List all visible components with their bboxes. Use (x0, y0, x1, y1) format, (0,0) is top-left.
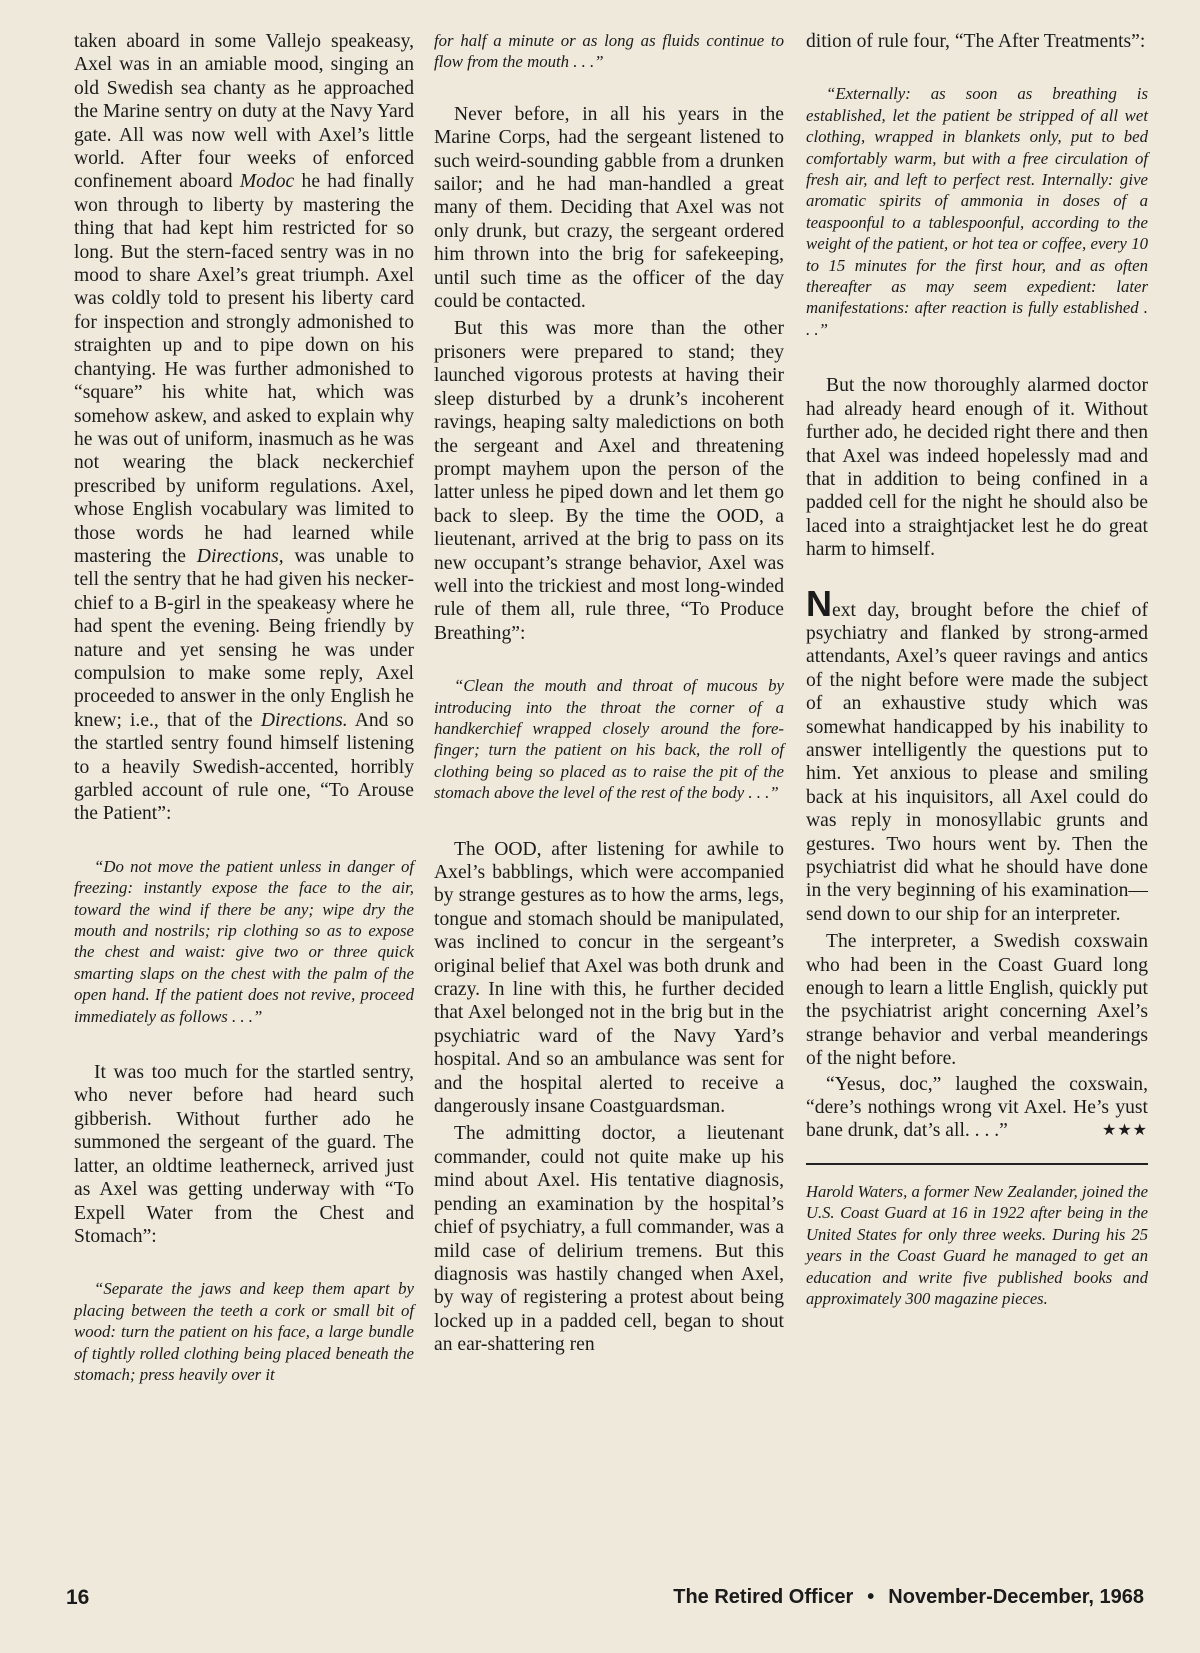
paragraph: But this was more than the other prisoners were prepared to stand; they launched vigorous protests at having their sleep disturbed by a drunk’s incoherent ravings, heaping salty maledictions on both the sergeant and Axel and threatening prompt mayhem upon the person of the latter unless he piped down and let them go back to sleep. By the time the OOD, a lieutenant, arrived at the brig to pass on its new occupant’s strange behavior, Axel was well into the trickiest and most long-winded rule of them all, rule three, “To Produce Breathing”: (434, 318, 784, 644)
paragraph: Next day, brought before the chief of psychiatry and flanked by strong-armed attendants, Axel’s queer ravings and antics of the night before were made the subject of an exhaustive study which was somewhat handicapped by his inability to answer intelligently the questions put to him. Yet anxious to please and smiling back at his inquisitors, all Axel could do was reply in monosyllabic grunts and gestures. Two hours went by. Then the psychiatrist did what he should have done in the very beginning of his examination—send down to our ship for an interpreter. (806, 582, 1148, 925)
author-bio: Harold Waters, a former New Zealander, joined the U.S. Coast Guard at 16 in 1922 after being in the United States for only three weeks. During his 25 years in the Coast Guard he managed to get an education and write five published books and approximately 300 magazine pieces. (806, 1181, 1148, 1309)
quote-rule-three: “Clean the mouth and throat of mucous by introducing into the throat the corner of a handkerchief wrapped closely around the fore-finger; turn the patient on his back, the roll of clothing being so placed as to raise the pit of the stomach above the level of the rest of the body . . .” (434, 676, 784, 803)
ship-name: Modoc (239, 171, 295, 193)
quote-rule-two: “Separate the jaws and keep them apart by placing between the teeth a cork or small bit of wood: turn the patient on his face, a large bundle of tightly rolled clothing being placed beneath the stomach; press heavily over it (74, 1279, 414, 1384)
paragraph: The OOD, after listening for awhile to Axel’s babblings, which were accompanied by strange gestures as to how the arms, legs, tongue and stomach should be manipulated, was inclined to concur in the sergeant’s original belief that Axel was both drunk and crazy. In line with this, he further decided that Axel belonged not in the brig but in the psychiatric ward of the Navy Yard’s hospital. And so an ambulance was sent for and the hospital alerted to receive a dangerously insane Coastguardsman. (434, 838, 784, 1118)
paragraph: The interpreter, a Swedish coxswain who had been in the Coast Guard long enough to learn a little English, quickly put the psychiatrist aright concerning Axel’s strange behavior and verbal meanderings of the night before. (806, 931, 1148, 1070)
directions-title: Directions, (196, 545, 284, 567)
end-stars: ★★★ (1101, 1122, 1148, 1140)
paragraph: taken aboard in some Vallejo speakeasy, Axel was in an amiable mood, singing an old Swedish sea chanty as he approached the Marine sentry on duty at the Navy Yard gate. All was now well with Axel’s little world. After four weeks of enforced confinement aboard Modoc he had finally won through to liberty by mastering the thing that had kept him restricted for so long. But the stern-faced sentry was in no mood to share Axel’s great triumph. Axel was coldly told to present his liberty card for inspection and strongly admonished to straighten up and to pipe down on his chantying. He was further admonished to “square” his white hat, which was somehow askew, and asked to explain why he was out of uniform, inasmuch as he was not wearing the black neckerchief prescribed by uniform regulations. Axel, whose English vocabulary was limited to those words he had learned while mastering the Directions, was unable to tell the sentry that he had given his neckerchief to a B-girl in the speakeasy where he had spent the evening. Being friendly by nature and yet sensing he was under compulsion to make some reply, Axel proceeded to answer in the only English he knew; i.e., that of the Directions. And so the startled sentry found himself listening to a heavily Swedish-accented, horribly garbled account of rule one, “To Arouse the Patient”: (74, 31, 414, 825)
publication-line (673, 1586, 1144, 1609)
paragraph: The admitting doctor, a lieutenant commander, could not quite make up his mind about Axel. His tentative diagnosis, pending an examination by the hospital’s chief of psychiatry, a full commander, was a mild case of delirium tremens. But this diagnosis was hastily changed when Axel, by way of registering a protest about being locked up in a padded cell, began to shout an ear-shattering ren (434, 1123, 784, 1356)
column-3 (806, 30, 1148, 1310)
quote-rule-two-continued: for half a minute or as long as fluids continue to flow from the mouth . . .” (434, 31, 784, 72)
drop-cap: N (806, 582, 832, 624)
bullet-separator: • (867, 1586, 875, 1608)
paragraph: Never before, in all his years in the Marine Corps, had the sergeant listened to such weird-sounding gabble from a drunken sailor; and he had man-handled a great many of them. Deciding that Axel was not only drunk, but crazy, the sergeant ordered him thrown into the brig for safekeeping, until such time as the officer of the day could be contacted. (434, 103, 784, 313)
paragraph: It was too much for the startled sentry, who never before had heard such gibberish. Without further ado he summoned the sergeant of the guard. The latter, an oldtime leatherneck, arrived just as Axel was getting underway with “To Expell Water from the Chest and Stomach”: (74, 1062, 414, 1247)
quote-rule-four: “Externally: as soon as breathing is established, let the patient be stripped of all wet clothing, wrapped in blankets only, put to bed comfortably warm, but with a free circulation of fresh air, and left to perfect rest. Internally: give aromatic spirits of ammonia in doses of a teaspoonful to a tablespoonful, according to the weight of the patient, or hot tea or coffee, every 10 to 15 minutes for the first hour, and as often thereafter as may seem expedient: later manifestations: after reaction is fully established . . .” (806, 84, 1148, 339)
quote-rule-one: “Do not move the patient unless in danger of freezing: instantly expose the face to the air, toward the wind if there be any; wipe dry the mouth and nostrils; rip clothing so as to expose the chest and waist: give two or three quick smarting slaps on the chest with the palm of the open hand. If the patient does not revive, proceed immediately as follows . . .” (74, 856, 414, 1026)
column-1 (74, 30, 414, 1385)
paragraph: “Yesus, doc,” laughed the coxswain, “dere’s nothings wrong vit Axel. He’s yust bane drunk, dat’s all. . . .” ★★★ (806, 1073, 1148, 1142)
divider (806, 1163, 1148, 1165)
paragraph: dition of rule four, “The After Treatments”: (806, 31, 1146, 52)
column-2 (434, 30, 784, 1357)
publication-name: The Retired Officer (673, 1586, 854, 1608)
page-number: 16 (66, 1586, 90, 1609)
directions-title: Directions. (260, 709, 348, 731)
issue-date: November-December, 1968 (888, 1586, 1144, 1608)
paragraph: But the now thoroughly alarmed doctor had already heard enough of it. Without further ado, he decided right there and then that Axel was indeed hopelessly mad and that in addition to being confined in a padded cell for the night he should also be laced into a straightjacket lest he do great harm to himself. (806, 375, 1148, 561)
page-footer (0, 1582, 1200, 1622)
